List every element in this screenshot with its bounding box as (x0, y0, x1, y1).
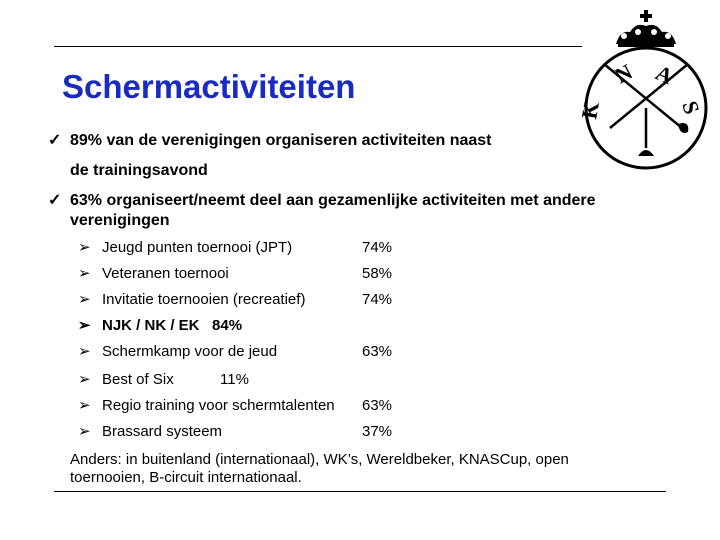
item-label: Schermkamp voor de jeud (102, 343, 278, 360)
arrow-icon: ➢ (78, 423, 91, 440)
arrow-icon: ➢ (78, 291, 91, 308)
svg-text:K: K (576, 99, 604, 121)
arrow-icon: ➢ (78, 317, 91, 334)
item-value: 63% (362, 397, 393, 414)
item-label: Veteranen toernooi (102, 265, 229, 282)
item-label: Best of Six (102, 371, 174, 388)
item-label: Brassard systeem (102, 423, 223, 440)
item-label: Invitatie toernooien (recreatief) (102, 291, 306, 308)
item-value: 37% (362, 423, 393, 440)
crown-icon (616, 10, 676, 47)
arrow-icon: ➢ (78, 343, 91, 360)
item-value: 63% (362, 343, 393, 360)
note-line: Anders: in buitenland (internationaal), WK’s, Wereldbeker, KNASCup, open (70, 451, 569, 468)
other-activities-note (70, 451, 630, 487)
item-label: Jeugd punten toernooi (JPT) (102, 239, 293, 256)
arrow-icon: ➢ (78, 265, 91, 282)
item-value: 58% (362, 265, 393, 282)
item-value: 11% (220, 371, 249, 388)
bullet-line: verenigingen (70, 212, 170, 229)
top-divider (54, 46, 582, 47)
svg-text:S: S (677, 97, 705, 118)
note-line: toernooien, B-circuit internationaal. (70, 469, 302, 486)
bullet-line: 63% organiseert/neemt deel aan gezamenlijke activiteiten met andere (70, 192, 596, 209)
bottom-divider (54, 491, 666, 492)
slide-title: Schermactiviteiten (62, 68, 356, 105)
svg-text:A: A (651, 59, 677, 90)
item-label: NJK / NK / EK 84% (102, 317, 243, 334)
item-label: Regio training voor schermtalenten (102, 397, 335, 414)
check-icon: ✓ (48, 192, 62, 209)
check-icon: ✓ (48, 132, 62, 149)
item-value: 74% (362, 239, 393, 256)
bullet-line: 89% van de verenigingen organiseren activiteiten naast (70, 132, 492, 149)
arrow-icon: ➢ (78, 397, 91, 414)
knas-logo (576, 8, 716, 172)
arrow-icon: ➢ (78, 239, 91, 256)
item-value: 74% (362, 291, 393, 308)
arrow-icon: ➢ (78, 371, 91, 388)
bullet-line: de trainingsavond (70, 162, 208, 179)
svg-text:N: N (610, 58, 637, 89)
item-value: 84% (212, 317, 243, 334)
